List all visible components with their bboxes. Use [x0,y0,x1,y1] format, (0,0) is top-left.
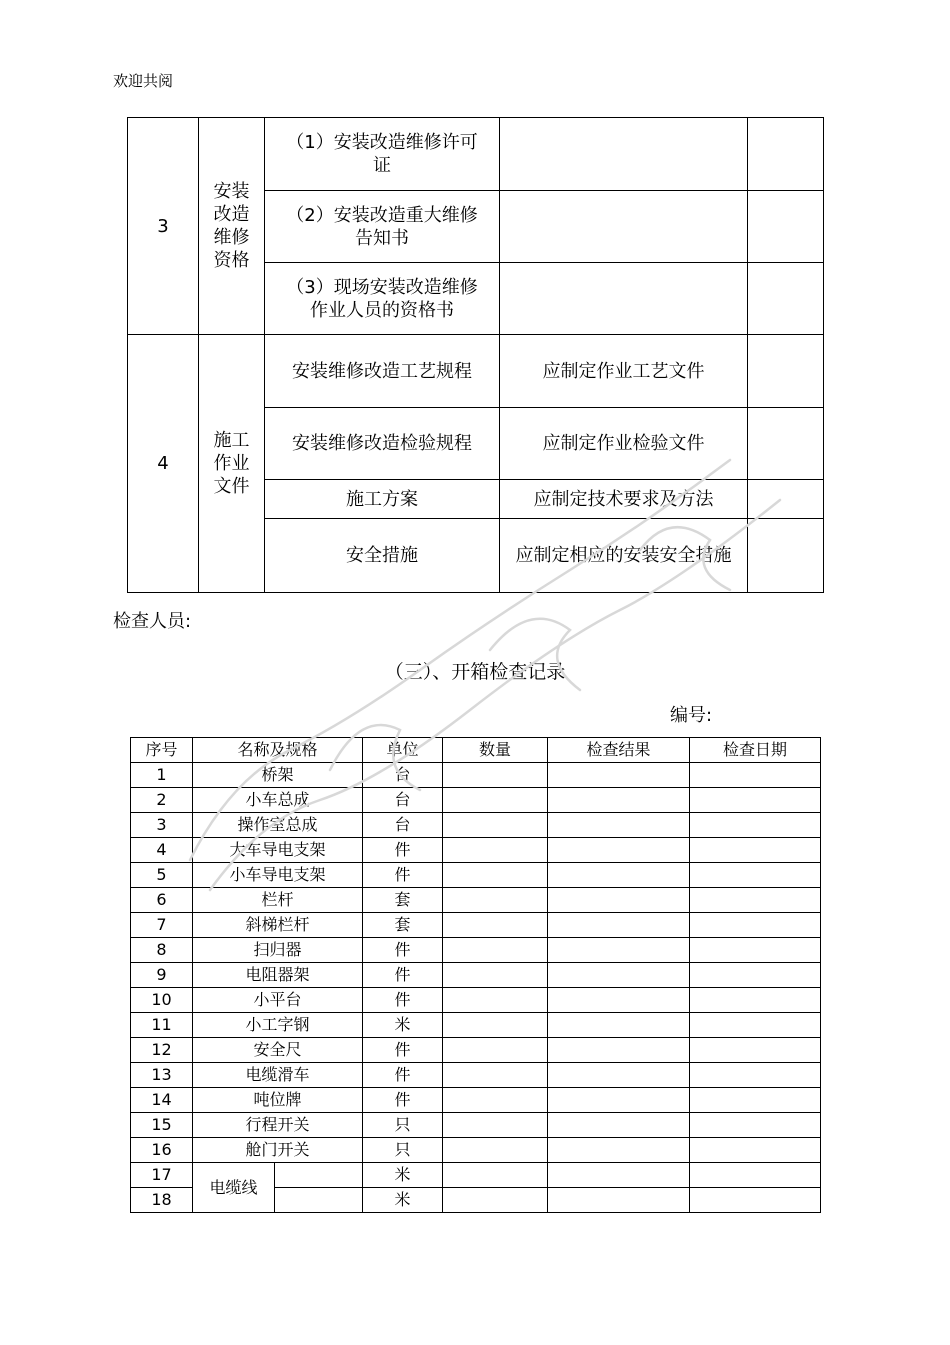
date-cell [690,938,821,963]
quantity-cell [443,788,548,813]
quantity-cell [443,1113,548,1138]
item-name-cell: 扫归器 [193,938,363,963]
category-cell: 安装改造维修资格 [199,118,265,335]
header-cell: 名称及规格 [193,738,363,763]
result-cell [548,913,690,938]
row-number-cell: 18 [131,1188,193,1213]
unit-cell: 件 [363,1063,443,1088]
date-cell [690,1138,821,1163]
item-name-cell: 操作室总成 [193,813,363,838]
group-number-cell: 3 [128,118,199,335]
blank-cell [748,118,824,191]
unit-cell: 米 [363,1188,443,1213]
result-cell [548,888,690,913]
quantity-cell [443,813,548,838]
page-header-text: 欢迎共阅 [113,72,174,90]
row-number-cell: 1 [131,763,193,788]
table-row [131,763,821,788]
unit-cell: 台 [363,763,443,788]
table-row [131,788,821,813]
row-number-cell: 14 [131,1088,193,1113]
date-cell [690,963,821,988]
item-name-cell: 小工字钢 [193,1013,363,1038]
date-cell [690,888,821,913]
table-row [128,335,824,408]
quantity-cell [443,1038,548,1063]
item-name-cell: 栏杆 [193,888,363,913]
row-number-cell: 6 [131,888,193,913]
header-cell: 检查日期 [690,738,821,763]
date-cell [690,788,821,813]
result-cell [548,813,690,838]
quantity-cell [443,963,548,988]
item-cell: 施工方案 [265,480,500,519]
result-cell [548,1013,690,1038]
blank-cell [748,263,824,335]
date-cell [690,1113,821,1138]
requirement-cell [500,118,748,191]
header-cell: 单位 [363,738,443,763]
item-name-cell: 小平台 [193,988,363,1013]
unit-cell: 套 [363,913,443,938]
unit-cell: 套 [363,888,443,913]
date-cell [690,1088,821,1113]
result-cell [548,1088,690,1113]
date-cell [690,1038,821,1063]
table-row [131,988,821,1013]
header-cell: 检查结果 [548,738,690,763]
cable-name-cell: 电缆线 [193,1163,275,1213]
table-row [131,963,821,988]
blank-cell [748,408,824,480]
row-number-cell: 15 [131,1113,193,1138]
item-name-cell: 吨位牌 [193,1088,363,1113]
inspector-label: 检查人员: [113,611,192,632]
table-row [131,1138,821,1163]
requirement-cell: 应制定作业工艺文件 [500,335,748,408]
table-row [131,888,821,913]
row-number-cell: 13 [131,1063,193,1088]
quantity-cell [443,1188,548,1213]
table-row [131,1088,821,1113]
table-row [131,913,821,938]
unit-cell: 只 [363,1113,443,1138]
quantity-cell [443,1138,548,1163]
result-cell [548,1038,690,1063]
requirement-cell: 应制定技术要求及方法 [500,480,748,519]
result-cell [548,788,690,813]
result-cell [548,1063,690,1088]
unit-cell: 件 [363,838,443,863]
quantity-cell [443,763,548,788]
quantity-cell [443,1013,548,1038]
table-row [131,938,821,963]
row-number-cell: 11 [131,1013,193,1038]
quantity-cell [443,1063,548,1088]
item-cell: （2）安装改造重大维修告知书 [265,191,500,263]
requirement-cell [500,191,748,263]
spec-cell [275,1188,363,1213]
table-row [131,1113,821,1138]
date-cell [690,763,821,788]
row-number-cell: 16 [131,1138,193,1163]
row-number-cell: 3 [131,813,193,838]
spec-cell [275,1163,363,1188]
unit-cell: 台 [363,813,443,838]
unit-cell: 米 [363,1163,443,1188]
result-cell [548,988,690,1013]
quantity-cell [443,863,548,888]
table-row [131,1013,821,1038]
blank-cell [748,480,824,519]
item-name-cell: 小车导电支架 [193,863,363,888]
item-name-cell: 电缆滑车 [193,1063,363,1088]
date-cell [690,813,821,838]
blank-cell [748,335,824,408]
item-name-cell: 行程开关 [193,1113,363,1138]
item-cell: 安全措施 [265,519,500,593]
item-cell: 安装维修改造检验规程 [265,408,500,480]
quantity-cell [443,838,548,863]
item-name-cell: 舱门开关 [193,1138,363,1163]
result-cell [548,1188,690,1213]
table-row [131,1038,821,1063]
unit-cell: 件 [363,1088,443,1113]
row-number-cell: 12 [131,1038,193,1063]
unit-cell: 米 [363,1013,443,1038]
blank-cell [748,191,824,263]
header-cell: 数量 [443,738,548,763]
date-cell [690,913,821,938]
result-cell [548,1163,690,1188]
table-row [131,813,821,838]
date-cell [690,863,821,888]
item-name-cell: 桥架 [193,763,363,788]
table-row [131,863,821,888]
date-cell [690,838,821,863]
requirement-cell: 应制定相应的安装安全措施 [500,519,748,593]
unpacking-inspection-table [130,737,821,1213]
item-name-cell: 电阻器架 [193,963,363,988]
quantity-cell [443,938,548,963]
result-cell [548,1138,690,1163]
date-cell [690,988,821,1013]
result-cell [548,963,690,988]
quantity-cell [443,1088,548,1113]
result-cell [548,938,690,963]
header-row [131,738,821,763]
unit-cell: 件 [363,988,443,1013]
row-number-cell: 2 [131,788,193,813]
row-number-cell: 9 [131,963,193,988]
date-cell [690,1188,821,1213]
unit-cell: 件 [363,863,443,888]
row-number-cell: 7 [131,913,193,938]
row-number-cell: 8 [131,938,193,963]
quantity-cell [443,888,548,913]
row-number-cell: 4 [131,838,193,863]
item-name-cell: 小车总成 [193,788,363,813]
result-cell [548,763,690,788]
table-row [128,118,824,191]
result-cell [548,863,690,888]
requirement-cell: 应制定作业检验文件 [500,408,748,480]
quantity-cell [443,913,548,938]
blank-cell [748,519,824,593]
table-row [131,1063,821,1088]
table-row [131,838,821,863]
category-cell: 施工作业文件 [199,335,265,593]
result-cell [548,838,690,863]
date-cell [690,1163,821,1188]
group-number-cell: 4 [128,335,199,593]
unit-cell: 台 [363,788,443,813]
unit-cell: 件 [363,963,443,988]
row-number-cell: 5 [131,863,193,888]
unit-cell: 件 [363,1038,443,1063]
qualification-table [127,117,824,593]
code-label: 编号: [670,705,713,726]
section-title: （三）、开箱检查记录 [384,661,566,683]
unit-cell: 只 [363,1138,443,1163]
item-cell: （1）安装改造维修许可证 [265,118,500,191]
row-number-cell: 17 [131,1163,193,1188]
quantity-cell [443,988,548,1013]
item-name-cell: 斜梯栏杆 [193,913,363,938]
date-cell [690,1063,821,1088]
item-name-cell: 大车导电支架 [193,838,363,863]
item-name-cell: 安全尺 [193,1038,363,1063]
item-cell: （3）现场安装改造维修作业人员的资格书 [265,263,500,335]
quantity-cell [443,1163,548,1188]
result-cell [548,1113,690,1138]
requirement-cell [500,263,748,335]
table-row [131,1163,821,1188]
header-cell: 序号 [131,738,193,763]
item-cell: 安装维修改造工艺规程 [265,335,500,408]
date-cell [690,1013,821,1038]
row-number-cell: 10 [131,988,193,1013]
unit-cell: 件 [363,938,443,963]
